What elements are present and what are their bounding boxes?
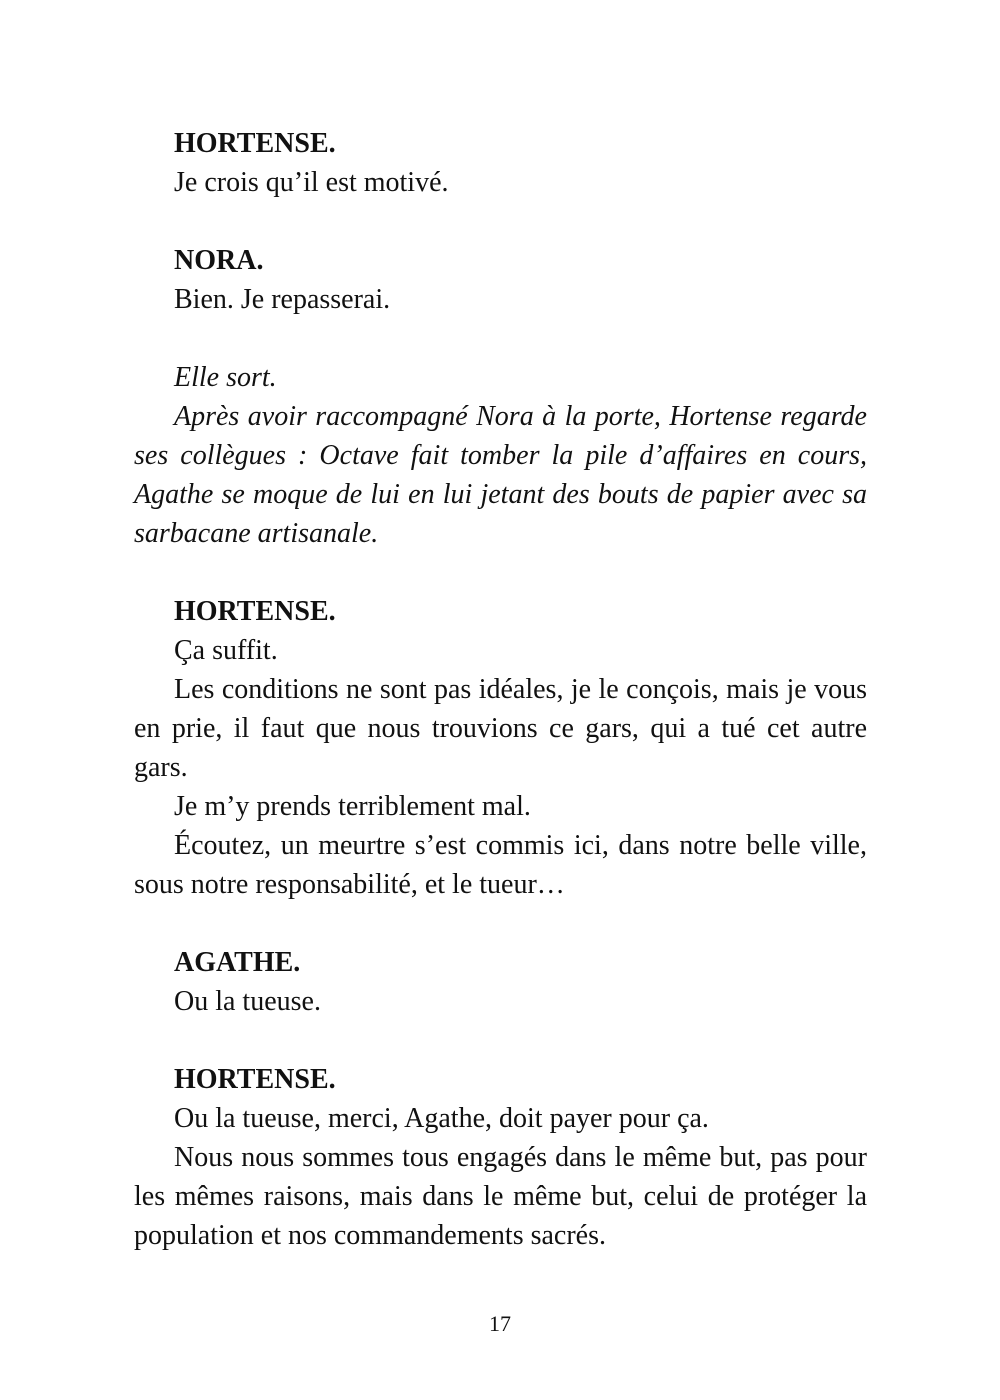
dialogue-block-agathe	[134, 943, 867, 1021]
dialogue-line: Ou la tueuse, merci, Agathe, doit payer pour ça.	[174, 1103, 709, 1134]
speaker-name: AGATHE.	[174, 947, 301, 978]
dialogue-block-hortense	[134, 592, 867, 904]
dialogue-block-nora	[134, 241, 867, 319]
dialogue-line: Ou la tueuse.	[174, 986, 321, 1017]
dialogue-block-hortense	[134, 124, 867, 202]
page-number: 17	[489, 1311, 511, 1336]
dialogue-line: Écoutez, un meurtre s’est commis ici, dans notre belle ville, sous notre responsabilité, et le tueur…	[134, 830, 867, 900]
dialogue-line: Je m’y prends terriblement mal.	[174, 791, 531, 822]
stage-direction	[134, 358, 867, 553]
speaker-name: NORA.	[174, 245, 264, 276]
speaker-name: HORTENSE.	[174, 1064, 336, 1095]
dialogue-line: Bien. Je repasserai.	[174, 284, 391, 315]
speaker-name: HORTENSE.	[174, 128, 336, 159]
dialogue-line: Nous nous sommes tous engagés dans le même but, pas pour les mêmes raisons, mais dans le même but, celui de protéger la population et nos commandements sacrés.	[134, 1142, 867, 1251]
speaker-name: HORTENSE.	[174, 596, 336, 627]
stage-direction-paragraph: Après avoir raccompagné Nora à la porte, Hortense regarde ses collègues : Octave fait tomber la pile d’affaires en cours, Agathe se moque de lui en lui jetant des bouts de papier avec sa sarbacane artisanale.	[134, 401, 867, 549]
stage-direction-line: Elle sort.	[174, 362, 277, 393]
dialogue-line: Je crois qu’il est motivé.	[174, 167, 449, 198]
play-text	[134, 124, 867, 1255]
dialogue-line: Ça suffit.	[174, 635, 278, 666]
dialogue-block-hortense	[134, 1060, 867, 1255]
dialogue-line: Les conditions ne sont pas idéales, je le conçois, mais je vous en prie, il faut que nous trouvions ce gars, qui a tué cet autre gars.	[134, 674, 867, 783]
